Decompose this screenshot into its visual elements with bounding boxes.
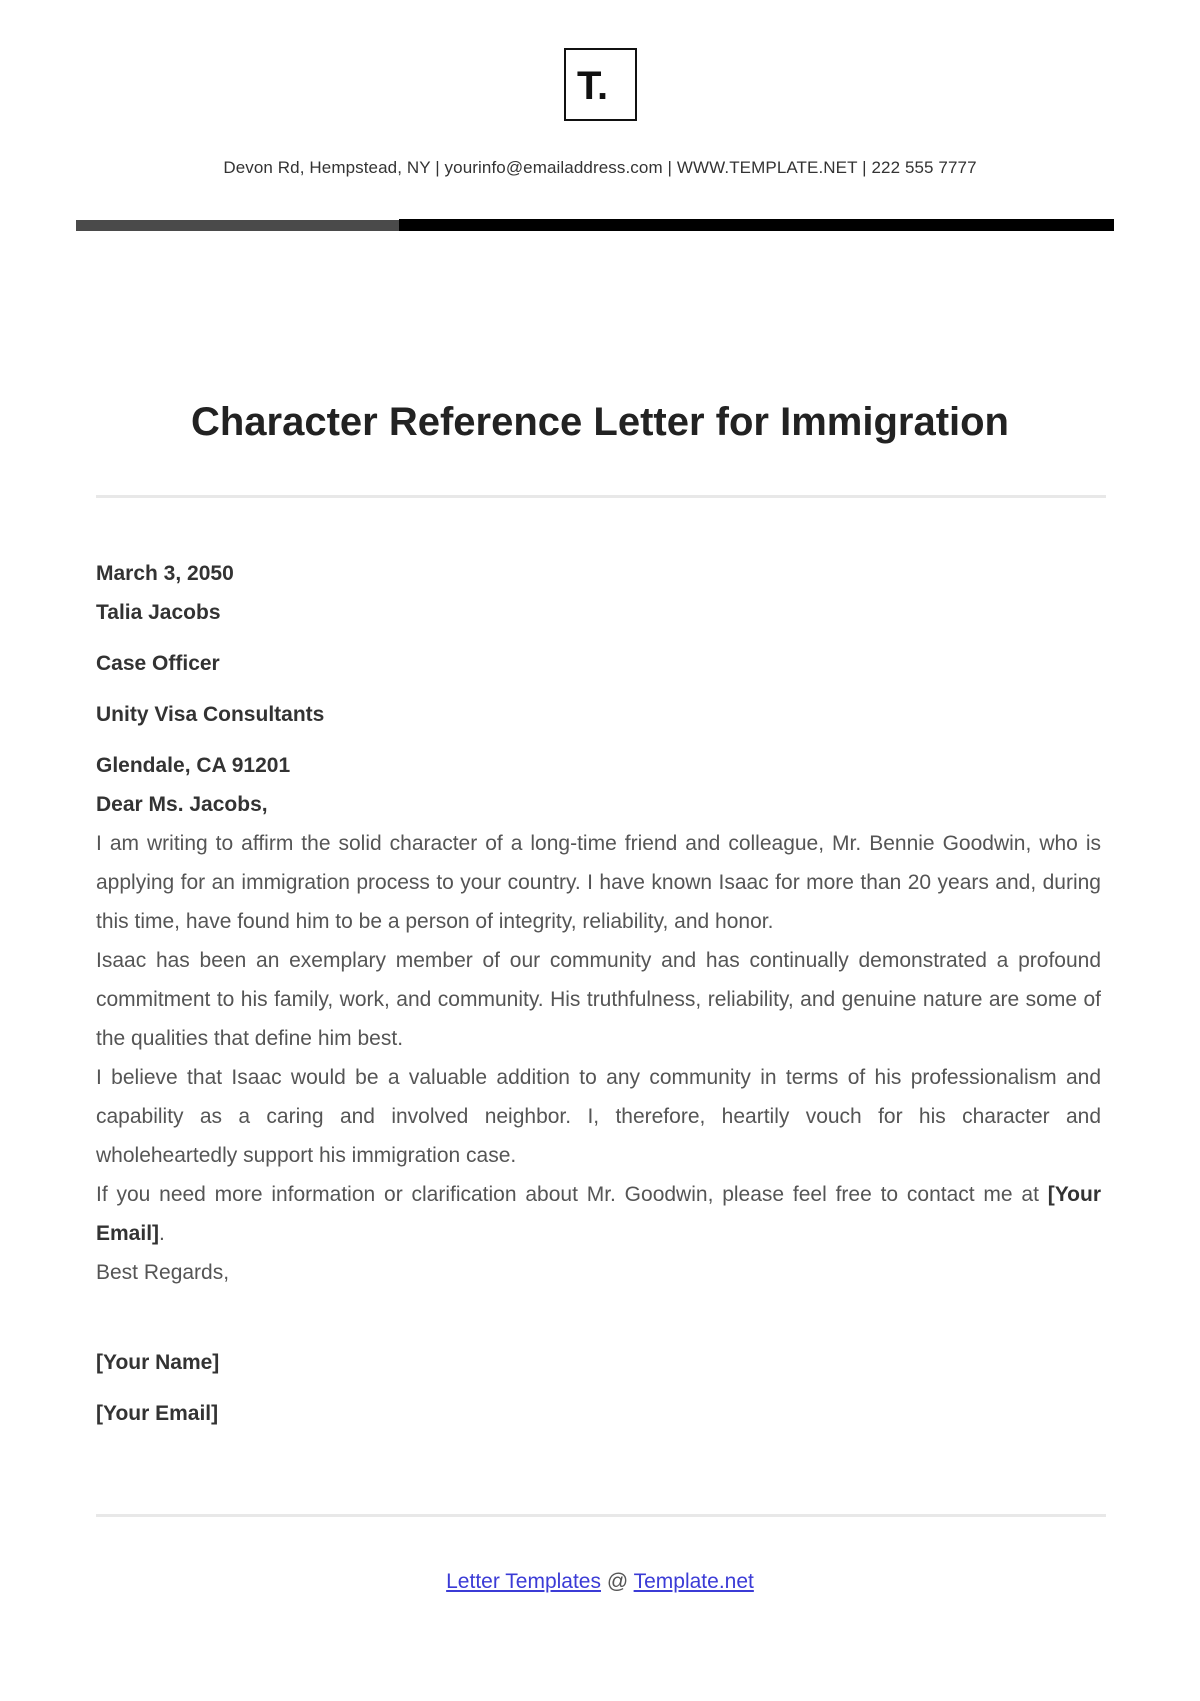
footer-separator: @ xyxy=(601,1570,634,1593)
contact-email-placeholder: [Your Email] xyxy=(96,1183,1101,1245)
signature-email: [Your Email] xyxy=(96,1402,219,1425)
logo-letter: T. xyxy=(576,64,608,105)
contact-paragraph xyxy=(96,1175,1101,1253)
recipient-name: Talia Jacobs xyxy=(96,601,221,624)
template-net-link[interactable]: Template.net xyxy=(633,1570,754,1593)
header-bar-gray-segment xyxy=(76,220,400,231)
signature-name: [Your Name] xyxy=(96,1351,220,1374)
recipient-title: Case Officer xyxy=(96,652,220,675)
footer-divider xyxy=(96,1514,1106,1517)
company-logo xyxy=(564,48,637,121)
letter-paragraph: I believe that Isaac would be a valuable addition to any community in terms of his professionalism and capability as a caring and involved neighbor. I, therefore, heartily vouch for his character and wholeheartedly support his immigration case. xyxy=(96,1066,1101,1167)
letter-body xyxy=(96,554,1101,1433)
header-bar-black-segment xyxy=(399,219,1114,231)
title-divider xyxy=(96,495,1106,498)
salutation: Dear Ms. Jacobs, xyxy=(96,793,268,816)
letter-paragraph: I am writing to affirm the solid character of a long-time friend and colleague, Mr. Bennie Goodwin, who is applying for an immigration process to your country. I have known Isaac for more than 20 years and, during this time, have found him to be a person of integrity, reliability, and honor. xyxy=(96,832,1101,933)
letter-paragraph: Isaac has been an exemplary member of our community and has continually demonstrated a profound commitment to his family, work, and community. His truthfulness, reliability, and genuine nature are some of the qualities that define him best. xyxy=(96,949,1101,1050)
recipient-company: Unity Visa Consultants xyxy=(96,703,325,726)
contact-line: Devon Rd, Hempstead, NY | yourinfo@emailaddress.com | WWW.TEMPLATE.NET | 222 555 7777 xyxy=(223,158,977,177)
logo-mark xyxy=(576,65,626,105)
contact-paragraph-text: If you need more information or clarification about Mr. Goodwin, please feel free to contact me at xyxy=(96,1183,1048,1206)
closing: Best Regards, xyxy=(96,1261,230,1284)
letter-templates-link[interactable]: Letter Templates xyxy=(446,1570,601,1593)
header-divider-bar xyxy=(76,219,1114,231)
letter-date: March 3, 2050 xyxy=(96,562,234,585)
contact-paragraph-suffix: . xyxy=(159,1222,165,1245)
page-title: Character Reference Letter for Immigration xyxy=(190,400,1009,444)
footer xyxy=(0,1570,1200,1594)
recipient-address: Glendale, CA 91201 xyxy=(96,754,291,777)
